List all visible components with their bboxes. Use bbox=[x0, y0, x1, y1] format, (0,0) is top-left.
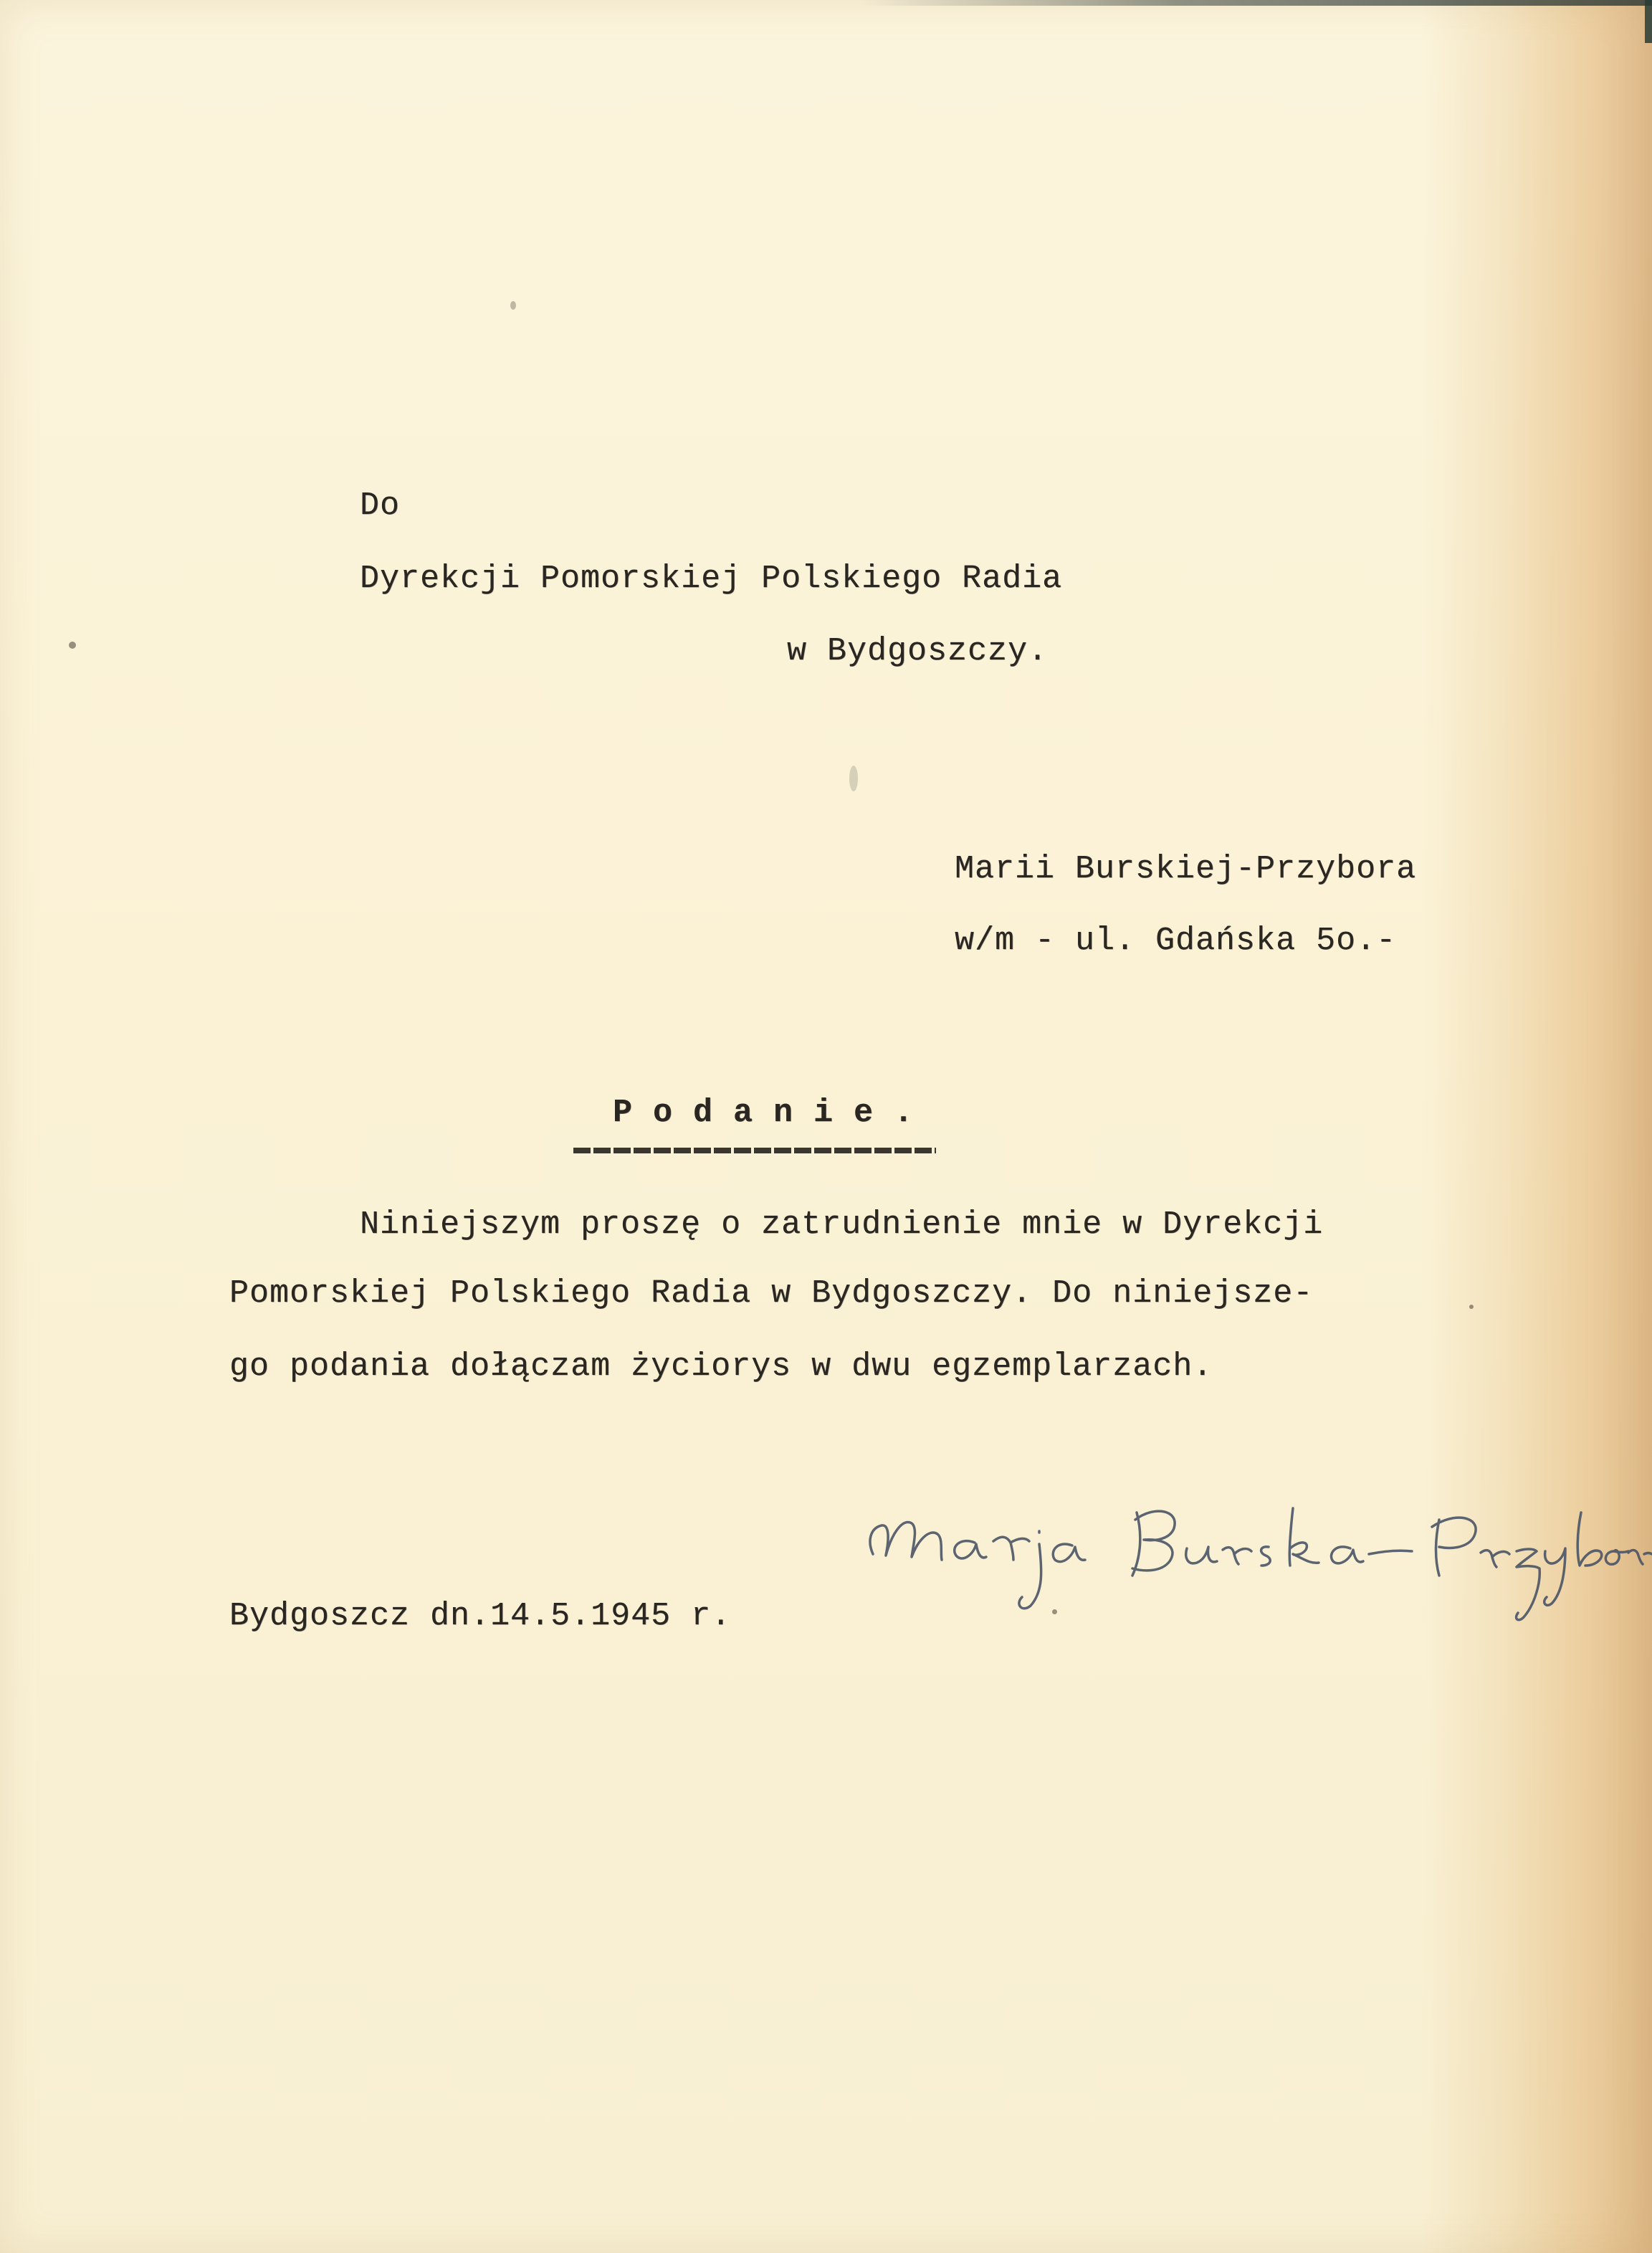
paper-speck bbox=[849, 766, 858, 791]
signature-drawing bbox=[860, 1491, 1652, 1649]
sender-name: Marii Burskiej-Przybora bbox=[955, 851, 1417, 887]
date-line: Bydgoszcz dn.14.5.1945 r. bbox=[229, 1598, 732, 1634]
body-line-1: Niniejszym proszę o zatrudnienie mnie w Dyrekcji bbox=[360, 1206, 1324, 1243]
handwritten-signature bbox=[860, 1491, 1652, 1649]
sender-address: w/m - ul. Gdańska 5o.- bbox=[955, 923, 1397, 959]
paper-speck bbox=[69, 642, 76, 649]
recipient-city: w Bydgoszczy. bbox=[787, 633, 1049, 670]
body-line-2: Pomorskiej Polskiego Radia w Bydgoszczy. Do niniejsze- bbox=[229, 1275, 1314, 1312]
paper-speck bbox=[1469, 1305, 1474, 1309]
paper-top-edge bbox=[860, 0, 1652, 6]
paper-speck bbox=[510, 301, 516, 310]
recipient-institution: Dyrekcji Pomorskiej Polskiego Radia bbox=[360, 561, 1063, 597]
recipient-to: Do bbox=[360, 487, 401, 524]
document-title: P o d a n i e . bbox=[613, 1095, 915, 1131]
paper-right-edge bbox=[1645, 0, 1652, 43]
title-underline bbox=[573, 1148, 936, 1153]
body-line-3: go podania dołączam życiorys w dwu egzemplarzach. bbox=[229, 1348, 1213, 1385]
